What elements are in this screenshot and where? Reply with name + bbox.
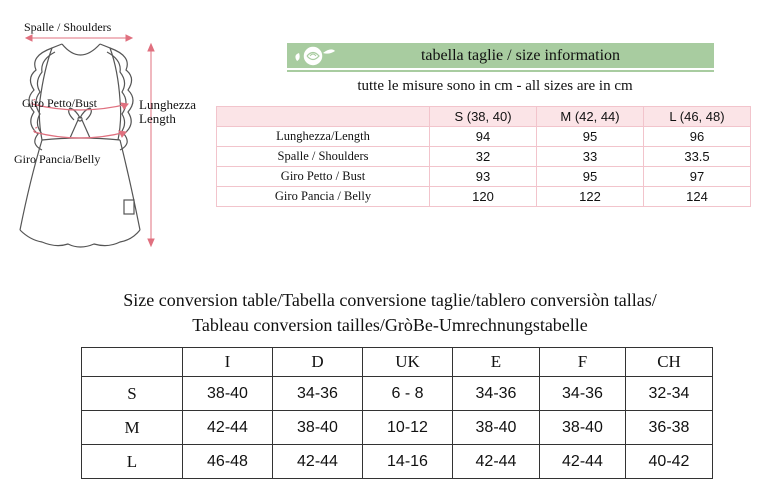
size-col-header: L (46, 48) xyxy=(644,107,751,127)
size-row-label: Lunghezza/Length xyxy=(217,127,430,147)
conversion-cell: 38-40 xyxy=(273,411,363,445)
banner-title: tabella taglie / size information xyxy=(420,47,621,64)
conversion-col-header: E xyxy=(453,348,540,377)
length-arrow xyxy=(148,44,154,246)
size-table-row xyxy=(217,167,751,187)
diagram-label-belly: Giro Pancia/Belly xyxy=(14,152,101,166)
conversion-col-header: F xyxy=(540,348,626,377)
conversion-cell: 42-44 xyxy=(453,445,540,479)
conversion-cell: 32-34 xyxy=(626,377,713,411)
size-cell: 95 xyxy=(537,127,644,147)
conversion-cell: 42-44 xyxy=(183,411,273,445)
conversion-col-header: D xyxy=(273,348,363,377)
conversion-row xyxy=(82,411,713,445)
conversion-cell: 14-16 xyxy=(363,445,453,479)
belly-arrow xyxy=(34,127,126,138)
size-row-label: Spalle / Shoulders xyxy=(217,147,430,167)
shoulders-arrow xyxy=(26,35,132,41)
conversion-corner xyxy=(82,348,183,377)
conversion-cell: 38-40 xyxy=(453,411,540,445)
size-table-corner xyxy=(217,107,430,127)
size-table-row xyxy=(217,187,751,207)
conversion-cell: 34-36 xyxy=(540,377,626,411)
conversion-cell: 34-36 xyxy=(453,377,540,411)
size-info-banner xyxy=(287,43,714,68)
conversion-cell: 42-44 xyxy=(273,445,363,479)
conversion-cell: 42-44 xyxy=(540,445,626,479)
conversion-cell: 40-42 xyxy=(626,445,713,479)
diagram-label-bust: Giro Petto/Bust xyxy=(22,96,98,110)
conversion-header-row xyxy=(82,348,713,377)
size-cell: 97 xyxy=(644,167,751,187)
conversion-cell: 34-36 xyxy=(273,377,363,411)
diagram-label-shoulders: Spalle / Shoulders xyxy=(24,20,112,34)
size-cell: 95 xyxy=(537,167,644,187)
diagram-label-length-en: Length xyxy=(139,111,176,126)
size-cell: 124 xyxy=(644,187,751,207)
conversion-row xyxy=(82,377,713,411)
conversion-cell: 6 - 8 xyxy=(363,377,453,411)
conversion-cell: 10-12 xyxy=(363,411,453,445)
conversion-cell: 46-48 xyxy=(183,445,273,479)
conversion-title-line2: Tableau conversion tailles/GròBe-Umrechnungstabelle xyxy=(192,315,588,335)
conversion-title xyxy=(60,288,720,338)
size-cell: 33.5 xyxy=(644,147,751,167)
size-table-row xyxy=(217,147,751,167)
size-cell: 122 xyxy=(537,187,644,207)
dress-diagram xyxy=(0,0,215,260)
size-cell: 93 xyxy=(430,167,537,187)
conversion-row xyxy=(82,445,713,479)
dress-outline xyxy=(20,44,140,247)
diagram-label-length-it: Lunghezza xyxy=(139,97,197,112)
banner-underline xyxy=(287,70,714,72)
size-cell: 33 xyxy=(537,147,644,167)
conversion-cell: 38-40 xyxy=(540,411,626,445)
conversion-row-label: M xyxy=(82,411,183,445)
conversion-cell: 38-40 xyxy=(183,377,273,411)
size-cell: 120 xyxy=(430,187,537,207)
size-cell: 96 xyxy=(644,127,751,147)
rose-icon xyxy=(291,41,337,71)
size-row-label: Giro Pancia / Belly xyxy=(217,187,430,207)
size-col-header: M (42, 44) xyxy=(537,107,644,127)
conversion-col-header: I xyxy=(183,348,273,377)
conversion-cell: 36-38 xyxy=(626,411,713,445)
size-info-table xyxy=(216,106,751,207)
conversion-title-line1: Size conversion table/Tabella conversione taglie/tablero conversiòn tallas/ xyxy=(123,290,657,310)
units-subtitle: tutte le misure sono in cm - all sizes are in cm xyxy=(357,78,633,94)
conversion-row-label: S xyxy=(82,377,183,411)
conversion-row-label: L xyxy=(82,445,183,479)
size-table-row xyxy=(217,127,751,147)
size-cell: 94 xyxy=(430,127,537,147)
size-table-header-row xyxy=(217,107,751,127)
conversion-col-header: UK xyxy=(363,348,453,377)
size-col-header: S (38, 40) xyxy=(430,107,537,127)
conversion-col-header: CH xyxy=(626,348,713,377)
size-cell: 32 xyxy=(430,147,537,167)
size-row-label: Giro Petto / Bust xyxy=(217,167,430,187)
conversion-table xyxy=(81,347,713,479)
